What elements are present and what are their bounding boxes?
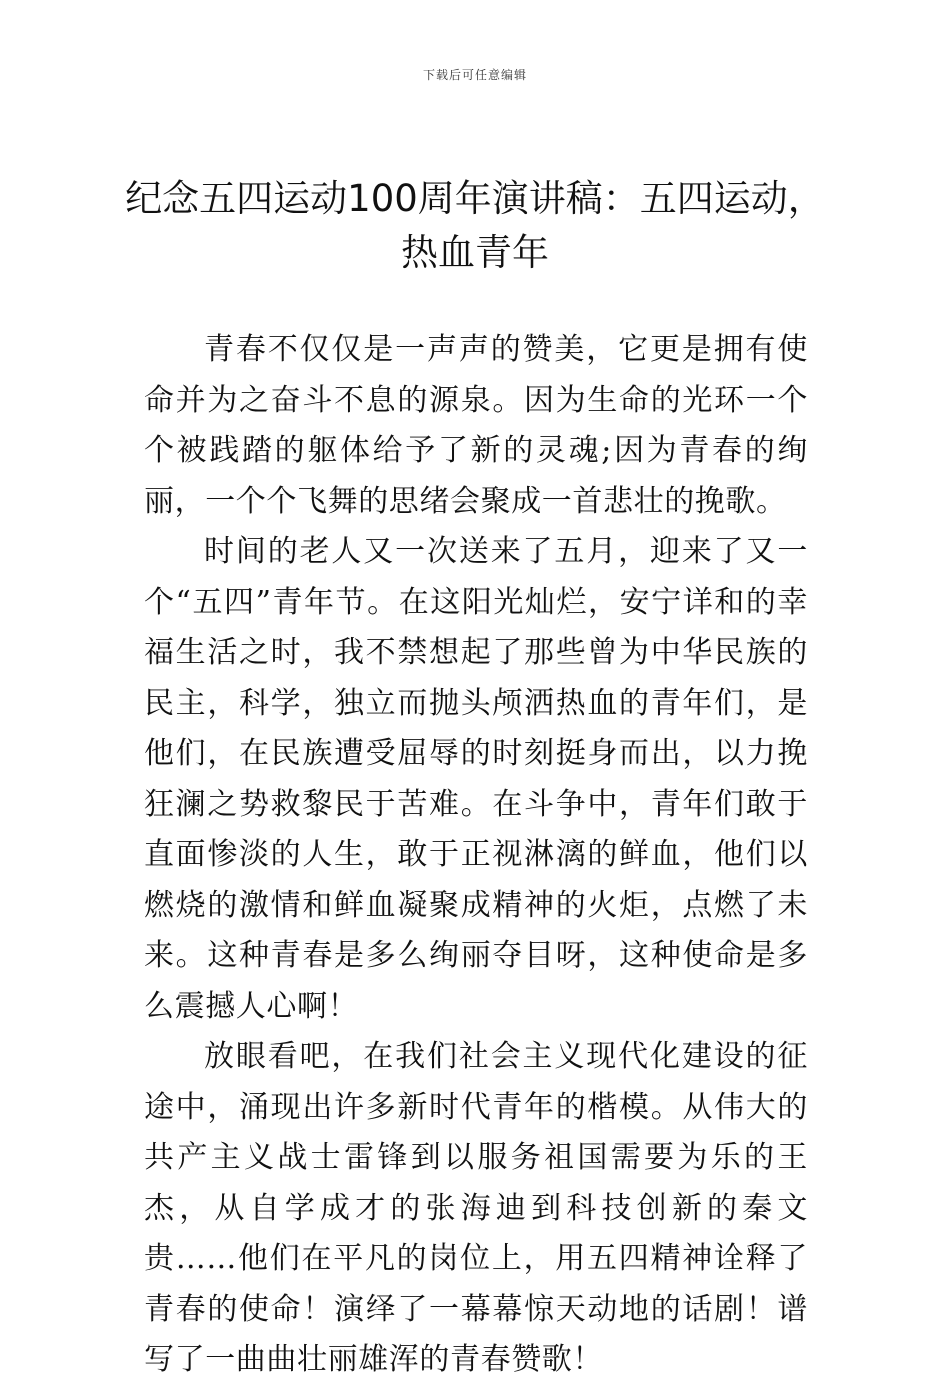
paragraph-1: 青春不仅仅是一声声的赞美，它更是拥有使命并为之奋斗不息的源泉。因为生命的光环一个个被践踏的躯体给予了新的灵魂;因为青春的绚丽，一个个飞舞的思绪会聚成一首悲壮的挽歌。 [144, 332, 808, 519]
paragraph-2: 时间的老人又一次送来了五月，迎来了又一个“五四”青年节。在这阳光灿烂，安宁详和的幸福生活之时，我不禁想起了那些曾为中华民族的民主，科学，独立而抛头颅洒热血的青年们，是他们，在民族遭受屈辱的时刻挺身而出，以力挽狂澜之势救黎民于苦难。在斗争中，青年们敢于直面惨淡的人生，敢于正视淋漓的鲜血，他们以燃烧的激情和鲜血凝聚成精神的火炬，点燃了未来。这种青春是多么绚丽夺目呀，这种使命是多么震撼人心啊！ [144, 534, 808, 1024]
header-note: 下载后可任意编辑 [422, 68, 527, 82]
body-text [144, 325, 808, 1386]
page-title: 纪念五四运动100周年演讲稿：五四运动，热血青年 [125, 177, 825, 274]
paragraph-3: 放眼看吧，在我们社会主义现代化建设的征途中，涌现出许多新时代青年的楷模。从伟大的共产主义战士雷锋到以服务祖国需要为乐的王杰，从自学成才的张海迪到科技创新的秦文贵……他们在平凡的岗位上，用五四精神诠释了青春的使命！演绎了一幕幕惊天动地的话剧！谱写了一曲曲壮丽雄浑的青春赞歌！ [144, 1039, 808, 1377]
